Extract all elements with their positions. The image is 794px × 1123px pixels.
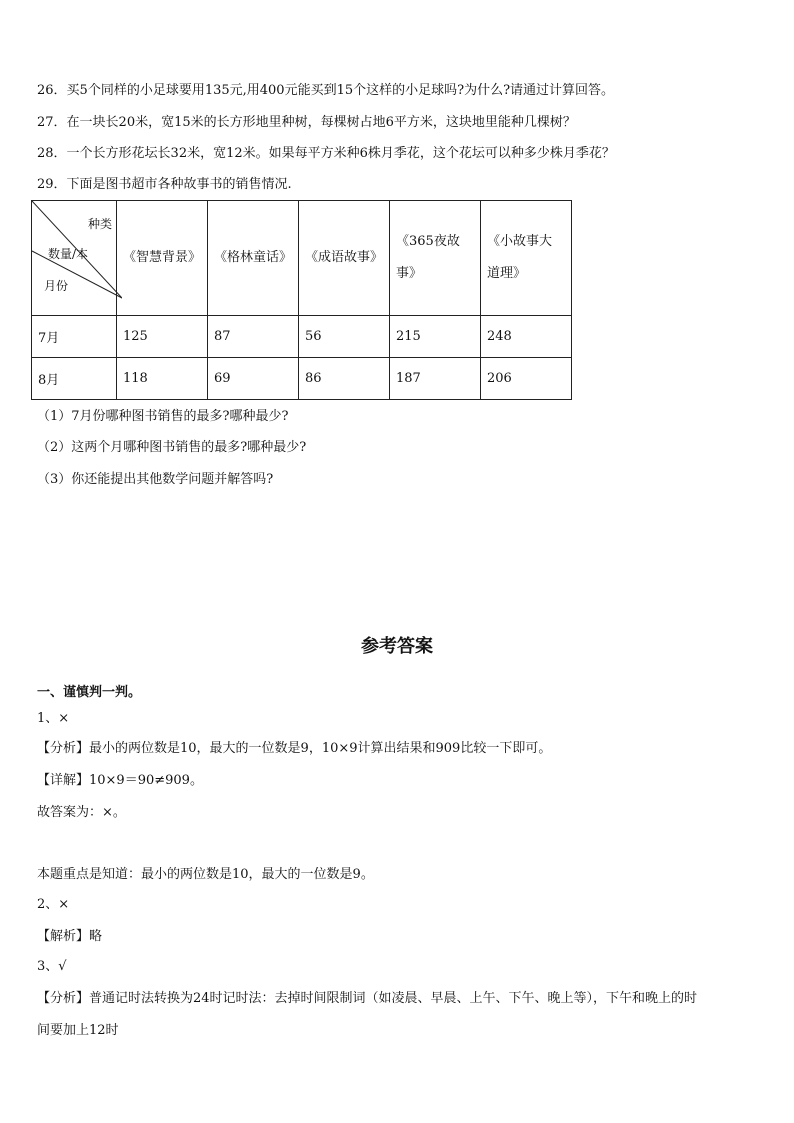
subquestion-1: （1）7月份哪种图书销售的最多?哪种最少? bbox=[37, 409, 289, 424]
corner-label-quantity: 数量/本 bbox=[48, 247, 89, 261]
table-header-row bbox=[32, 201, 572, 316]
section-heading: 一、谨慎判一判。 bbox=[37, 685, 142, 700]
answer-1-conclusion: 故答案为：×。 bbox=[37, 805, 126, 820]
table-corner-cell bbox=[32, 201, 117, 316]
answer-1-analysis: 【分析】最小的两位数是10，最大的一位数是9，10×9计算出结果和909比较一下即可。 bbox=[37, 741, 552, 756]
answer-1: 1、× bbox=[37, 711, 70, 726]
header-text: 《格林童话》 bbox=[214, 250, 293, 265]
table-cell-month: 8月 bbox=[32, 358, 117, 400]
table-cell-month: 7月 bbox=[32, 316, 117, 358]
answer-2: 2、× bbox=[37, 897, 70, 912]
header-text: 《智慧背景》 bbox=[123, 250, 202, 265]
table-cell: 187 bbox=[390, 358, 481, 400]
table-header-cell bbox=[117, 201, 208, 316]
answer-3: 3、√ bbox=[37, 959, 67, 974]
question-27: 27．在一块长20米，宽15米的长方形地里种树，每棵树占地6平方米，这块地里能种几棵树？ bbox=[37, 115, 576, 130]
sales-table bbox=[31, 200, 572, 400]
answer-2-analysis: 【解析】略 bbox=[37, 929, 103, 944]
table-header-cell bbox=[481, 201, 572, 316]
table-header-cell bbox=[208, 201, 299, 316]
table-row bbox=[32, 316, 572, 358]
table-cell: 125 bbox=[117, 316, 208, 358]
corner-label-category: 种类 bbox=[88, 217, 113, 231]
header-text: 《365夜故 bbox=[396, 234, 460, 249]
table-cell: 86 bbox=[299, 358, 390, 400]
answer-1-note: 本题重点是知道：最小的两位数是10，最大的一位数是9。 bbox=[37, 867, 374, 882]
table-cell: 87 bbox=[208, 316, 299, 358]
answer-3-analysis-line-2: 间要加上12时 bbox=[37, 1023, 119, 1038]
answer-title: 参考答案 bbox=[361, 636, 433, 657]
table-row bbox=[32, 358, 572, 400]
header-text: 道理》 bbox=[487, 266, 527, 281]
table-cell: 248 bbox=[481, 316, 572, 358]
table-cell: 56 bbox=[299, 316, 390, 358]
question-28: 28．一个长方形花坛长32米，宽12米。如果每平方米种6株月季花，这个花坛可以种多少株月季花？ bbox=[37, 146, 615, 161]
table-cell: 69 bbox=[208, 358, 299, 400]
table-cell: 206 bbox=[481, 358, 572, 400]
answer-3-analysis-line-1: 【分析】普通记时法转换为24时记时法：去掉时间限制词（如凌晨、早晨、上午、下午、晚上等），下午和晚上的时 bbox=[37, 991, 698, 1006]
table-cell: 215 bbox=[390, 316, 481, 358]
header-text: 事》 bbox=[396, 266, 423, 281]
table-header-cell bbox=[299, 201, 390, 316]
header-text: 《小故事大 bbox=[487, 234, 553, 249]
header-text: 《成语故事》 bbox=[305, 250, 384, 265]
table-header-cell bbox=[390, 201, 481, 316]
answer-1-detail: 【详解】10×9＝90≠909。 bbox=[37, 773, 203, 788]
table-cell: 118 bbox=[117, 358, 208, 400]
subquestion-3: （3）你还能提出其他数学问题并解答吗? bbox=[37, 472, 274, 487]
corner-label-month: 月份 bbox=[44, 279, 69, 293]
question-26: 26．买5个同样的小足球要用135元,用400元能买到15个这样的小足球吗?为什么?请通过计算回答。 bbox=[37, 83, 615, 98]
subquestion-2: （2）这两个月哪种图书销售的最多?哪种最少? bbox=[37, 440, 307, 455]
question-29: 29．下面是图书超市各种故事书的销售情况. bbox=[37, 177, 292, 192]
